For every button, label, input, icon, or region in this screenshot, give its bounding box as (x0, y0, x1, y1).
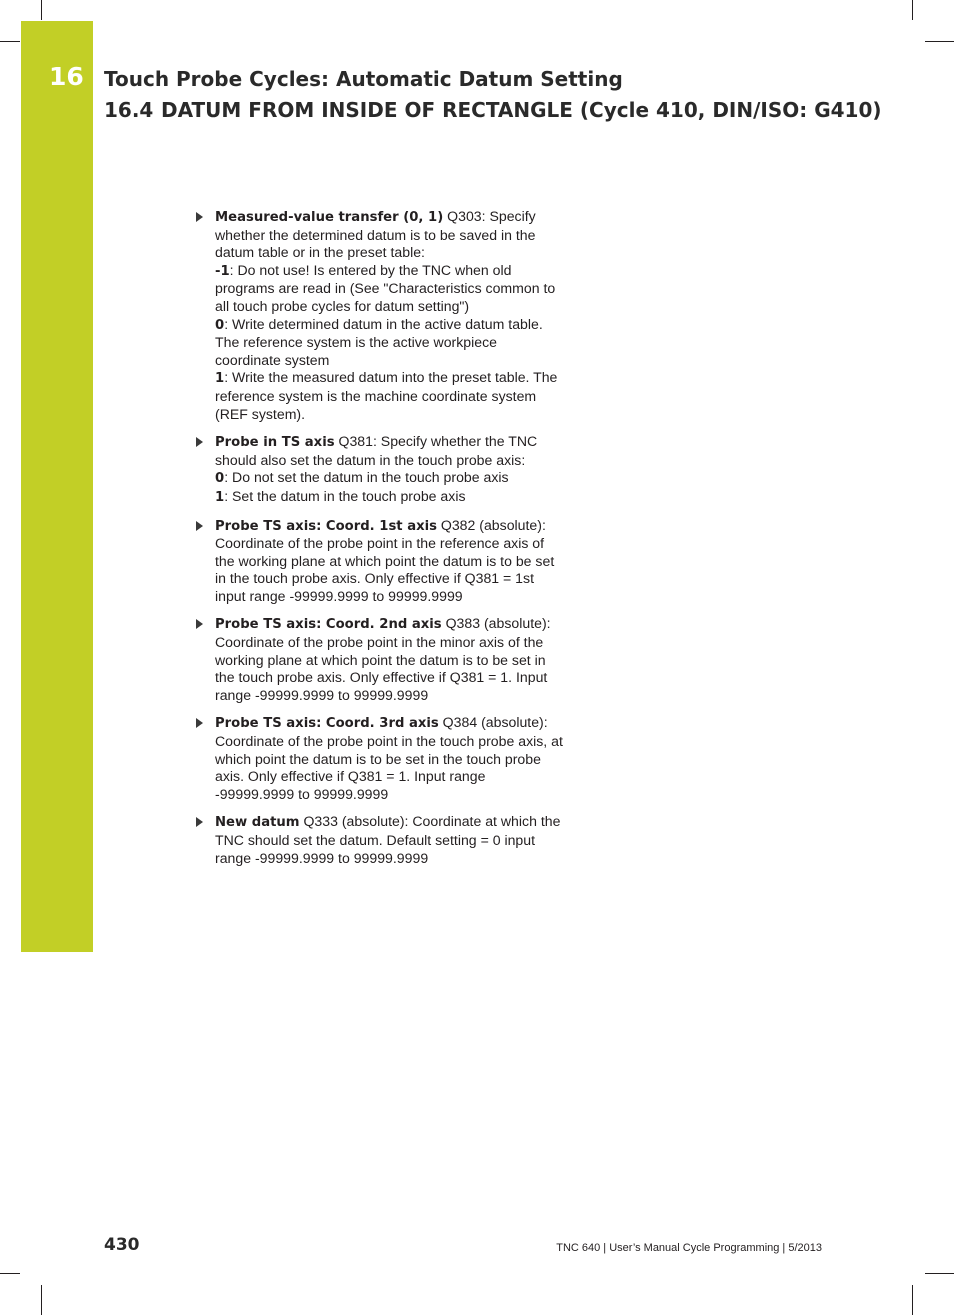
section-number: 16.4 (104, 98, 154, 122)
parameter-term: New datum (215, 815, 300, 831)
crop-mark (925, 41, 954, 42)
parameter-term: Probe TS axis: Coord. 1st axis (215, 518, 437, 534)
chapter-number: 16 (49, 62, 84, 91)
parameter-description: Q383 (absolute): Coordinate of the probe point in the minor axis of the working plane at which point the datum is to be set in the touch probe axis. Only effective if Q381 = 1. Input range -99999.9999 to 99999.9999 (215, 615, 551, 703)
page-number: 430 (104, 1235, 140, 1255)
arrow-bullet-icon (196, 437, 203, 447)
parameter-item (192, 714, 564, 803)
option-key: 1 (215, 371, 225, 387)
option-key: 1 (215, 489, 225, 505)
parameter-item (192, 433, 564, 506)
crop-mark (912, 0, 913, 20)
crop-mark (41, 0, 42, 20)
crop-mark (0, 41, 20, 42)
arrow-bullet-icon (196, 521, 203, 531)
parameter-term: Measured-value transfer (0, 1) (215, 210, 444, 225)
parameter-option (215, 262, 564, 316)
arrow-bullet-icon (196, 718, 203, 728)
option-text: : Do not set the datum in the touch probe axis (224, 469, 509, 486)
option-key: 0 (215, 317, 225, 333)
parameter-list (192, 208, 564, 877)
arrow-bullet-icon (196, 212, 203, 222)
option-text: : Set the datum in the touch probe axis (224, 487, 466, 504)
parameter-item (192, 813, 564, 867)
crop-mark (925, 1273, 954, 1274)
parameter-term: Probe in TS axis (215, 435, 335, 451)
option-key: -1 (215, 263, 230, 279)
parameter-item (192, 615, 564, 704)
parameter-term: Probe TS axis: Coord. 3rd axis (215, 716, 439, 732)
option-text: : Do not use! Is entered by the TNC when old programs are read in (See "Characteristics common to all touch probe cycles for datum setting") (215, 261, 556, 314)
chapter-title: Touch Probe Cycles: Automatic Datum Setting (104, 67, 623, 91)
section-heading (104, 98, 882, 122)
footer-doc-info: TNC 640 | User’s Manual Cycle Programming | 5/2013 (556, 1242, 822, 1254)
crop-mark (912, 1285, 913, 1315)
parameter-description: Q333 (absolute): Coordinate at which the TNC should set the datum. Default setting = 0 input range -99999.9999 to 99999.9999 (215, 813, 561, 866)
parameter-option (215, 469, 564, 488)
parameter-item (192, 208, 564, 423)
parameter-description: Q384 (absolute): Coordinate of the probe point in the touch probe axis, at which point the datum is to be set in the touch probe axis. Only effective if Q381 = 1. Input range -99999.9999 to 99999.9999 (215, 714, 563, 802)
parameter-term: Probe TS axis: Coord. 2nd axis (215, 617, 442, 633)
parameter-item (192, 517, 564, 606)
option-text: : Write determined datum in the active datum table. The reference system is the active workpiece coordinate system (215, 315, 543, 368)
crop-mark (41, 1285, 42, 1315)
arrow-bullet-icon (196, 817, 203, 827)
option-text: : Write the measured datum into the preset table. The reference system is the machine coordinate system (REF system). (215, 369, 558, 422)
option-key: 0 (215, 471, 225, 487)
parameter-description: Q303: Specify whether the determined datum is to be saved in the datum table or in the preset table: (215, 208, 536, 261)
chapter-sidebar (21, 21, 93, 952)
parameter-option (215, 316, 564, 370)
section-title: DATUM FROM INSIDE OF RECTANGLE (Cycle 410, DIN/ISO: G410) (161, 98, 882, 122)
arrow-bullet-icon (196, 619, 203, 629)
crop-mark (0, 1273, 20, 1274)
parameter-description: Q381: Specify whether the TNC should also set the datum in the touch probe axis: (215, 433, 538, 468)
parameter-description: Q382 (absolute): Coordinate of the probe point in the reference axis of the working plane at which point the datum is to be set in the touch probe axis. Only effective if Q381 = 1st input range -99999.9999 to 99999.9999 (215, 516, 555, 604)
parameter-option (215, 369, 564, 423)
parameter-option (215, 488, 564, 507)
